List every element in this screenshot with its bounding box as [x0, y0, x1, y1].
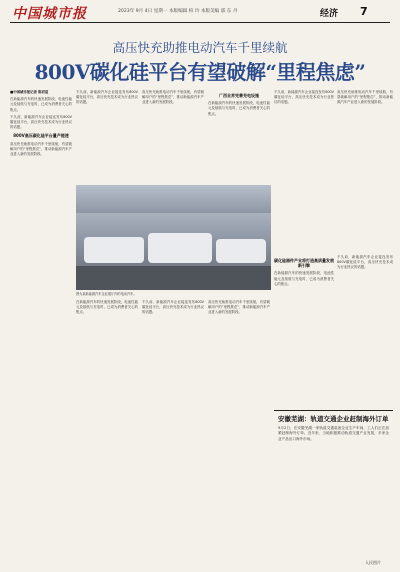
article-column: [208, 90, 270, 182]
page-number: 7: [360, 5, 368, 18]
article-column: [10, 90, 72, 562]
article-byline: ■中国城市报记者 陈君谊: [10, 90, 49, 94]
photo-floor: [76, 266, 271, 290]
article-column: [142, 90, 204, 182]
photo-car: [148, 233, 212, 263]
article-paragraph: 在新能源汽车的快速发展阶段，电池性能元及续航与充电时，已成为消费者关心的焦点。: [274, 271, 334, 286]
photo-source: 人民图片: [365, 560, 381, 565]
article-paragraph: 高压快充助推电动汽车千里续航，有望破解用户的“里程焦虑”，推动新能源汽车产业进入新的发展阶段。: [208, 300, 270, 315]
article-column: [142, 300, 204, 562]
article-paragraph: 在新能源汽车的快速发展阶段，电池性能元及续航与充电时，已成为消费者关心的焦点。: [208, 101, 270, 116]
article-subhead: 广西业界完善充电设施: [219, 93, 259, 98]
photo-ceiling: [76, 185, 271, 213]
article-paragraph: 高压快充助推电动汽车千里续航，有望破解用户的“里程焦虑”，推动新能源汽车产业进入新的发展阶段。: [10, 141, 72, 157]
article-paragraph: 在新能源汽车的快速发展阶段，电池性能元及续航与充电时，已成为消费者关心的焦点。: [10, 97, 72, 112]
article-column: [337, 90, 393, 250]
article-paragraph: 不久前，新能源汽车企业接连发布800V碳化硅平台，高压快充技术成为行业热议的话题。: [76, 90, 138, 105]
news-sidebar: [274, 410, 393, 563]
article-column: [274, 90, 334, 250]
article-headline: 800V碳化硅平台有望破解“里程焦虑”: [34, 60, 366, 84]
article-subhead: 碳化硅器件产业将打造高质量发展新引擎: [274, 258, 334, 269]
article-paragraph: 高压快充助推电动汽车千里续航，有望破解用户的“里程焦虑”，推动新能源汽车产业进入新的发展阶段。: [142, 90, 204, 105]
photo-car: [216, 239, 266, 263]
article-paragraph: 不久前，新能源汽车企业接连发布800V碳化硅平台，高压快充技术成为行业热议的话题。: [274, 90, 334, 105]
sidebar-title: 安徽芜湖：轨道交通企业赶制海外订单: [278, 415, 389, 423]
article-subhead: 800V高压碳化硅平台量产提速: [13, 133, 69, 139]
article-paragraph: 不久前，新能源汽车企业接连发布800V碳化硅平台，高压快充技术成为行业热议的话题。: [10, 114, 72, 130]
photo-car: [84, 237, 144, 263]
newspaper-logo: 中国城市报: [12, 6, 87, 22]
article-paragraph: 不久前，新能源汽车企业接连发布800V碳化硅平台，高压快充技术成为行业热议的话题。: [142, 300, 204, 315]
issue-meta: 2023年 9月 4日 星期一 本版编辑 柏 玲 本版美编 邵 东 丹: [118, 9, 238, 14]
article-kicker: 高压快充助推电动汽车千里续航: [112, 40, 288, 55]
article-column: [76, 90, 138, 182]
article-column: [208, 300, 270, 562]
masthead: [12, 3, 87, 23]
photo-caption: 图为某新能源汽车企业展厅内的电动汽车。: [76, 292, 137, 296]
ev-showroom-photo: [76, 185, 271, 290]
article-paragraph: 高压快充助推电动汽车千里续航，有望破解用户的“里程焦虑”，推动新能源汽车产业进入新的发展阶段。: [337, 90, 393, 105]
article-column: [274, 255, 334, 405]
article-column: [337, 255, 393, 405]
article-column: [76, 300, 138, 562]
sidebar-body: 9月2日，在安徽芜湖一家轨道交通装备企业生产车间，工人们正在加紧赶制海外订单。近年来，当地积极推动轨道交通产业发展，多家企业产品出口海外市场。: [278, 426, 389, 441]
article-paragraph: 不久前，新能源汽车企业接连发布800V碳化硅平台，高压快充技术成为行业热议的话题。: [337, 255, 393, 270]
header-rule: [10, 22, 390, 23]
article-paragraph: 在新能源汽车的快速发展阶段，电池性能元及续航与充电时，已成为消费者关心的焦点。: [76, 300, 138, 315]
section-name: 经济: [320, 9, 339, 19]
